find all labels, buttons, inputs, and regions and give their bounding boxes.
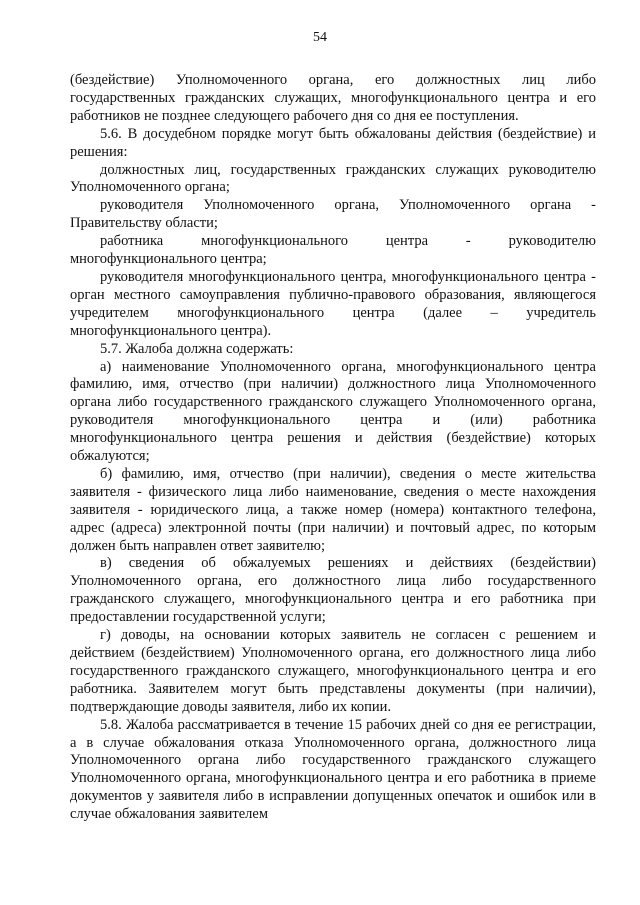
paragraph: (бездействие) Уполномоченного органа, его должностных лиц либо государственных гражданских служащих, многофункционального центра и его работников не позднее следующего рабочего дня со дня ее поступления. bbox=[70, 72, 596, 124]
document-body bbox=[70, 72, 596, 824]
paragraph: должностных лиц, государственных гражданских служащих руководителю Уполномоченного органа; bbox=[70, 161, 596, 196]
page-number: 54 bbox=[313, 30, 327, 45]
paragraph: б) фамилию, имя, отчество (при наличии), сведения о месте жительства заявителя - физического лица либо наименование, сведения о месте нахождения заявителя - юридического лица, а также номер (номера) контактного телефона, адрес (адреса) электронной почты (при наличии) и почтовый адрес, по которым должен быть направлен ответ заявителю; bbox=[70, 465, 596, 554]
paragraph: руководителя многофункционального центра, многофункционального центра - орган местного самоуправления публично-правового образования, являющегося учредителем многофункционального центра (далее – учредитель многофункционального центра). bbox=[70, 268, 596, 339]
paragraph: руководителя Уполномоченного органа, Уполномоченного органа - Правительству области; bbox=[70, 197, 596, 232]
paragraph: 5.8. Жалоба рассматривается в течение 15 рабочих дней со дня ее регистрации, а в случае обжалования отказа Уполномоченного органа, должностного лица Уполномоченного органа либо государственного гражданского служащего Уполномоченного органа, многофункционального центра и его работника в приеме документов у заявителя либо в исправлении допущенных опечаток и ошибок или в случае обжалования заявителем bbox=[70, 716, 596, 823]
paragraph: 5.7. Жалоба должна содержать: bbox=[100, 340, 294, 357]
paragraph: в) сведения об обжалуемых решениях и действиях (бездействии) Уполномоченного органа, его должностного лица либо государственного гражданского служащего, многофункционального центра и его работника при предоставлении государственной услуги; bbox=[70, 555, 596, 626]
paragraph: 5.6. В досудебном порядке могут быть обжалованы действия (бездействие) и решения: bbox=[70, 125, 596, 160]
paragraph: г) доводы, на основании которых заявитель не согласен с решением и действием (бездействием) Уполномоченного органа, его должностного лица либо государственного гражданского служащего, многофункционального центра и его работника. Заявителем могут быть представлены документы (при наличии), подтверждающие доводы заявителя, либо их копии. bbox=[70, 627, 596, 715]
paragraph: работника многофункционального центра - руководителю многофункционального центра; bbox=[70, 233, 596, 268]
paragraph: а) наименование Уполномоченного органа, многофункционального центра фамилию, имя, отчество (при наличии) должностного лица Уполномоченного органа либо государственного гражданского служащего Уполномоченного органа, руководителя многофункционального центра и (или) работника многофункционального центра решения и действия (бездействие) которых обжалуются; bbox=[70, 358, 596, 465]
